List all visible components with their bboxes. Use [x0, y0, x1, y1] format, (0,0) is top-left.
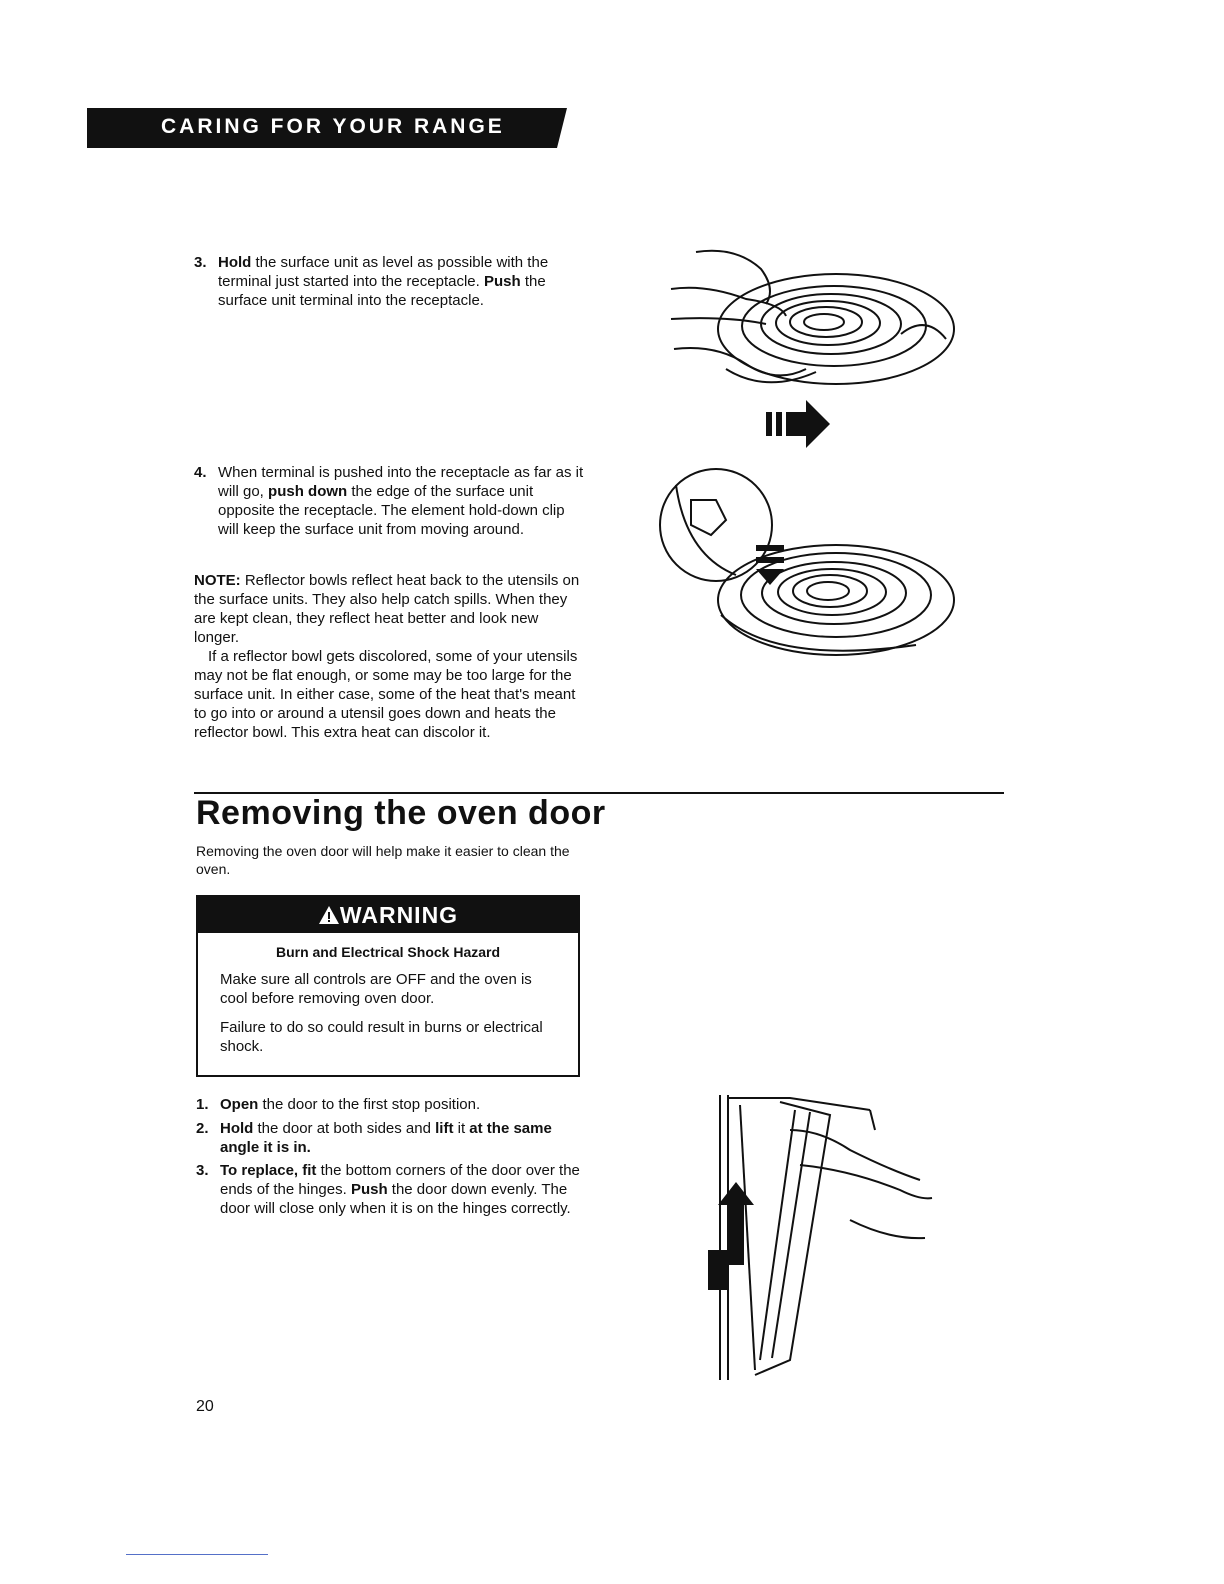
warning-box	[196, 895, 580, 1077]
step-number: 4.	[194, 464, 207, 481]
step-number: 3.	[196, 1162, 209, 1179]
step-number: 1.	[196, 1096, 209, 1113]
door-step-2	[196, 1119, 586, 1157]
warning-subheading: Burn and Electrical Shock Hazard	[275, 944, 501, 960]
note-text: Reflector bowls reflect heat back to the utensils on the surface units. They also help catch spills. When they are kept clean, they reflect heat better and look new longer.	[194, 572, 580, 646]
reflector-bowl-note	[194, 571, 584, 742]
door-step-3	[196, 1161, 586, 1218]
step-text: Hold the surface unit as level as possible with the terminal just started into the receptacle. Push the surface unit terminal into the receptacle.	[218, 254, 549, 309]
step-text: When terminal is pushed into the receptacle as far as it will go, push down the edge of the surface unit opposite the receptacle. The element hold-down clip will keep the surface unit from moving around.	[218, 464, 584, 538]
oven-door-removal-illustration	[700, 1090, 940, 1385]
warning-header	[198, 897, 578, 933]
surface-unit-insert-illustration	[666, 244, 961, 402]
door-step-1	[196, 1095, 586, 1114]
section-header-title: CARING FOR YOUR RANGE	[161, 115, 505, 138]
page-number: 20	[196, 1398, 214, 1415]
section-title: Removing the oven door	[196, 794, 606, 832]
surface-step-3	[194, 253, 584, 310]
step-text: Hold the door at both sides and lift it at the same angle it is in.	[220, 1120, 552, 1156]
footer-line	[126, 1554, 268, 1555]
step-text: To replace, fit the bottom corners of the door over the ends of the hinges. Push the door down evenly. The door will close only when it is on the hinges correctly.	[220, 1162, 580, 1217]
section-intro: Removing the oven door will help make it easier to clean the oven.	[196, 843, 570, 877]
step-number: 3.	[194, 254, 207, 271]
warning-triangle-icon	[318, 905, 340, 925]
warning-heading: WARNING	[339, 902, 459, 928]
step-text: Open the door to the first stop position.	[220, 1096, 481, 1113]
note-label: NOTE:	[194, 572, 241, 589]
warning-text-1: Make sure all controls are OFF and the oven is cool before removing oven door.	[220, 971, 532, 1007]
step-number: 2.	[196, 1120, 209, 1137]
note-text-2: If a reflector bowl gets discolored, some of your utensils may not be flat enough, or some may be too large for the surface unit. In either case, some of the heat that's meant to go into or around a utensil goes down and heats the reflector bowl. This extra heat can discolor it.	[194, 648, 578, 741]
right-arrow-icon	[766, 398, 832, 450]
surface-unit-press-illustration	[656, 465, 960, 665]
surface-step-4	[194, 463, 584, 539]
warning-text-2: Failure to do so could result in burns or electrical shock.	[220, 1019, 543, 1055]
section-header-bar	[87, 108, 572, 148]
